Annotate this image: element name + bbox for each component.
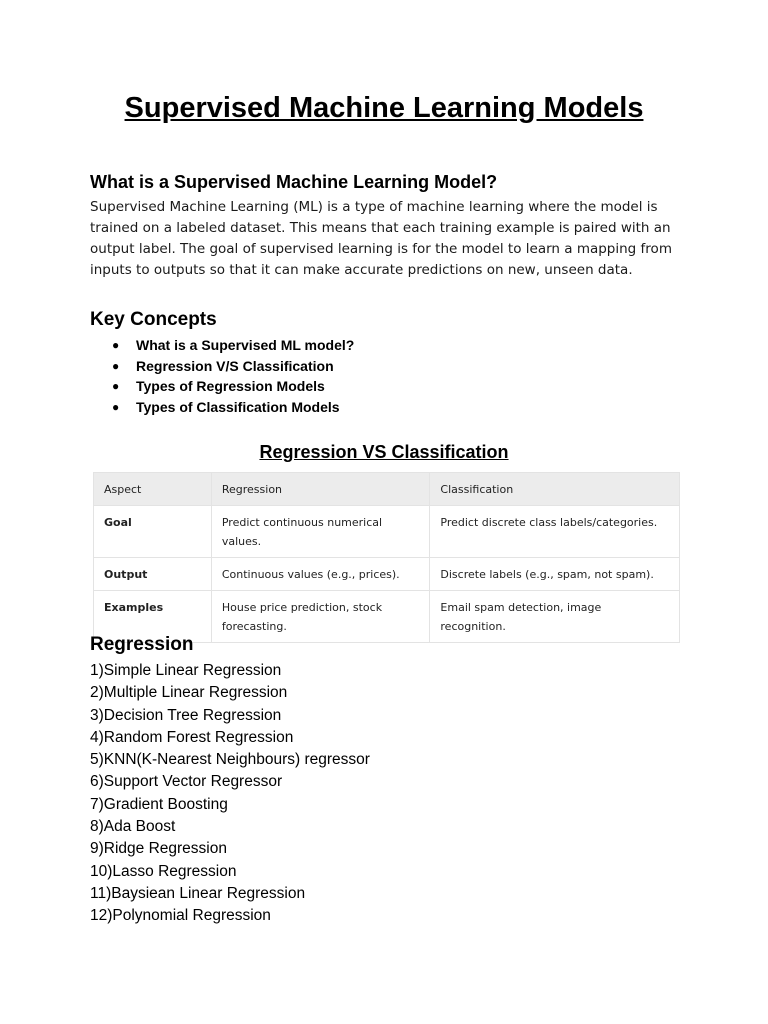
comparison-table [93,472,680,643]
table-cell: House price prediction, stock forecasting. [211,591,430,643]
list-item: 3)Decision Tree Regression [90,706,282,724]
comparison-title: Regression VS Classification [259,442,509,462]
table-row [94,558,680,591]
list-item: 9)Ridge Regression [90,840,227,858]
list-item: 1)Simple Linear Regression [90,662,282,679]
list-item [90,356,680,377]
intro-line: Supervised Machine Learning (ML) is a type of machine learning where the model is [90,199,658,215]
list-item: 10)Lasso Regression [90,862,237,880]
intro-line: trained on a labeled dataset. This means that each training example is paired with an [90,220,671,236]
list-item: 12)Polynomial Regression [90,907,271,925]
list-item-label: What is a Supervised ML model? [136,337,355,353]
regression-section [90,634,680,928]
list-item-label: Regression V/S Classification [136,357,334,374]
list-item: 4)Random Forest Regression [90,728,294,746]
table-cell: Predict discrete class labels/categories. [430,506,680,558]
key-concepts-heading: Key Concepts [90,309,217,330]
bullet-icon: ● [112,379,120,393]
table-cell: Predict continuous numerical values. [211,506,430,558]
list-item [90,397,680,418]
regression-heading: Regression [90,634,194,655]
table-header-row [94,473,680,506]
list-item [90,376,680,397]
table-cell: Email spam detection, image recognition. [430,591,680,643]
list-item: 8)Ada Boost [90,818,176,836]
column-header: Aspect [94,473,212,506]
intro-line: inputs to outputs so that it can make accurate predictions on new, unseen data. [90,262,633,278]
list-item: 7)Gradient Boosting [90,795,228,813]
table-row [94,506,680,558]
list-item-label: Types of Classification Models [136,398,340,415]
bullet-icon: ● [112,358,120,373]
column-header: Regression [211,473,430,506]
list-item: 6)Support Vector Regressor [90,773,283,791]
list-item [90,335,680,356]
list-item: 2)Multiple Linear Regression [90,684,288,702]
list-item: 11)Baysiean Linear Regression [90,884,306,902]
list-item-label: Types of Regression Models [136,378,325,394]
table-cell: Goal [94,506,212,558]
intro-line: output label. The goal of supervised learning is for the model to learn a mapping from [90,241,672,257]
regression-list [90,660,680,928]
page-title: Supervised Machine Learning Models [124,92,644,124]
intro-section [90,172,680,281]
list-item: 5)KNN(K-Nearest Neighbours) regressor [90,751,370,769]
table-cell: Examples [94,591,212,643]
table-cell: Output [94,558,212,591]
bullet-icon: ● [112,399,120,414]
column-header: Classification [430,473,680,506]
table-cell: Continuous values (e.g., prices). [211,558,430,591]
bullet-icon: ● [112,338,120,352]
key-concepts-section [90,309,680,417]
table-cell: Discrete labels (e.g., spam, not spam). [430,558,680,591]
intro-heading: What is a Supervised Machine Learning Model? [90,172,498,192]
intro-paragraph [90,197,680,281]
key-concepts-list [90,335,680,417]
